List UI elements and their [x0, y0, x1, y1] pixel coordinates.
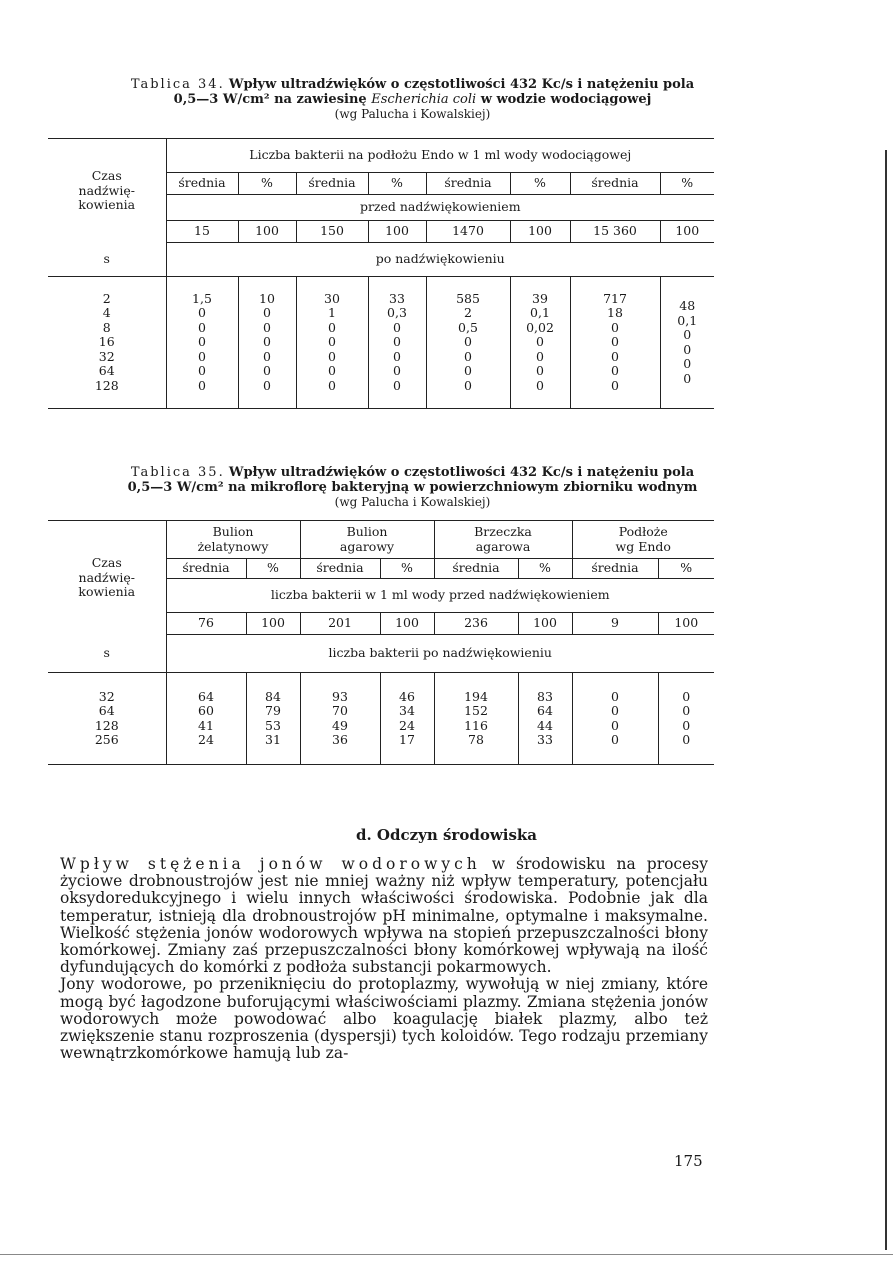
table34-col-label: %: [368, 173, 426, 195]
table35-col-label: %: [518, 559, 572, 579]
table34-times: 2 4 8 16 32 64 128: [48, 277, 166, 409]
table35-times: 32 64 128 256: [48, 673, 166, 765]
table34-data-column: 1,5 0 0 0 0 0 0: [166, 277, 238, 409]
table35-col-label: średnia: [434, 559, 518, 579]
table35-source: (wg Palucha i Kowalskiej): [334, 495, 491, 509]
table34-top-header: Liczba bakterii na podłożu Endo w 1 ml wody wodociągowej: [166, 139, 714, 173]
table34-data-column: 33 0,3 0 0 0 0 0: [368, 277, 426, 409]
table34-col-label: średnia: [570, 173, 660, 195]
table35-data-column: 46 34 24 17: [380, 673, 434, 765]
table35-caption: [60, 465, 765, 510]
page-number: 175: [674, 1152, 703, 1170]
table34-col-label: %: [660, 173, 714, 195]
table35-col-label: %: [380, 559, 434, 579]
section-title: d. Odczyn środowiska: [356, 826, 537, 844]
table35-before-value: 100: [658, 613, 714, 635]
table34-label: Tablica 34.: [130, 77, 225, 92]
table34-before-value: 100: [238, 221, 296, 243]
table34-title-species: Escherichia coli: [371, 92, 477, 107]
table35-title-line2: 0,5—3 W/cm² na mikroflorę bakteryjną w powierzchniowym zbiorniku wodnym: [127, 480, 698, 495]
table35-before-value: 100: [246, 613, 300, 635]
table35-before-value: 100: [380, 613, 434, 635]
table35-data-column: 0 0 0 0: [572, 673, 658, 765]
table34-data-column: 10 0 0 0 0 0 0: [238, 277, 296, 409]
table35-stub-unit: s: [48, 635, 166, 673]
table35-before-value: 9: [572, 613, 658, 635]
table34-col-label: średnia: [426, 173, 510, 195]
table35-col-label: średnia: [166, 559, 246, 579]
table35-stub-header: Czas nadźwię- kowienia: [48, 521, 166, 635]
table35-medium: Bulion żelatynowy: [166, 521, 300, 559]
table35-col-label: %: [658, 559, 714, 579]
table34: [48, 138, 714, 409]
table34-stub-header: Czas nadźwię- kowienia: [48, 139, 166, 243]
table35-col-label: średnia: [572, 559, 658, 579]
table35-data-column: 194 152 116 78: [434, 673, 518, 765]
table35-data-column: 93 70 49 36: [300, 673, 380, 765]
table34-before-value: 100: [368, 221, 426, 243]
table35: [48, 520, 714, 765]
table34-before-value: 15 360: [570, 221, 660, 243]
table34-title-line1: Wpływ ultradźwięków o częstotliwości 432 Kc/s i natężeniu pola: [228, 77, 695, 92]
table35-before-label: liczba bakterii w 1 ml wody przed nadźwiękowieniem: [166, 579, 714, 613]
table35-data-column: 0 0 0 0: [658, 673, 714, 765]
table35-after-label: liczba bakterii po nadźwiękowieniu: [166, 635, 714, 673]
body-text: [60, 856, 708, 1062]
table35-data-column: 64 60 41 24: [166, 673, 246, 765]
table34-col-label: średnia: [296, 173, 368, 195]
table35-medium: Bulion agarowy: [300, 521, 434, 559]
table34-data-column: 585 2 0,5 0 0 0 0: [426, 277, 510, 409]
paragraph: [60, 856, 708, 976]
table34-caption: [60, 77, 765, 122]
table34-before-value: 150: [296, 221, 368, 243]
table35-data-column: 83 64 44 33: [518, 673, 572, 765]
table35-medium: Podłoże wg Endo: [572, 521, 714, 559]
page-edge: [885, 150, 887, 1250]
table34-col-label: %: [510, 173, 570, 195]
table34-data-column: 39 0,1 0,02 0 0 0 0: [510, 277, 570, 409]
table35-before-value: 236: [434, 613, 518, 635]
table34-col-label: %: [238, 173, 296, 195]
scan-edge: [0, 1254, 893, 1255]
table34-before-value: 100: [660, 221, 714, 243]
table35-data-column: 84 79 53 31: [246, 673, 300, 765]
table35-col-label: %: [246, 559, 300, 579]
table34-title-line2c: w wodzie wodociągowej: [476, 92, 652, 107]
table34-stub-unit: s: [48, 243, 166, 277]
table35-before-value: 76: [166, 613, 246, 635]
table34-before-value: 15: [166, 221, 238, 243]
table35-medium: Brzeczka agarowa: [434, 521, 572, 559]
table34-after-label: po nadźwiękowieniu: [166, 243, 714, 277]
table35-before-value: 201: [300, 613, 380, 635]
paragraph: Jony wodorowe, po przeniknięciu do protoplazmy, wywołują w niej zmiany, które mogą być łagodzone buforującymi właściwościami plazmy. Zmiana stężenia jonów wodorowych może powodować albo koagulację białek plazmy, albo też zwiększenie stanu rozproszenia (dyspersji) tych koloidów. Tego rodzaju przemiany wewnątrzkomórkowe hamują lub za-: [60, 975, 708, 1063]
paragraph-lead: Wpływ stężenia jonów wodorowych: [60, 855, 481, 873]
table34-source: (wg Palucha i Kowalskiej): [334, 107, 491, 121]
table34-title-line2a: 0,5—3 W/cm² na zawiesinę: [173, 92, 372, 107]
paragraph-rest: w środowisku na procesy życiowe drobnoustrojów jest nie mniej ważny niż wpływ temperatury, potencjału oksydoredukcyjnego i wielu innych właściwości środowiska. Podobnie jak dla temperatur, istnieją dla drobnoustrojów pH minimalne, optymalne i maksymalne. Wielkość stężenia jonów wodorowych wpływa na stopień przepuszczalności błony komórkowej. Zmiany zaś przepuszczalności błony komórkowej wpływają na ilość dyfundujących do komórki z podłoża substancji pokarmowych.: [60, 855, 708, 977]
table34-data-column: 30 1 0 0 0 0 0: [296, 277, 368, 409]
table35-col-label: średnia: [300, 559, 380, 579]
table34-data-column: 717 18 0 0 0 0 0: [570, 277, 660, 409]
table34-before-value: 100: [510, 221, 570, 243]
table35-title-line1: Wpływ ultradźwięków o częstotliwości 432 Kc/s i natężeniu pola: [228, 465, 695, 480]
table34-data-column: 48 0,1 0 0 0 0: [660, 277, 714, 409]
table34-before-value: 1470: [426, 221, 510, 243]
table35-before-value: 100: [518, 613, 572, 635]
table35-label: Tablica 35.: [130, 465, 225, 480]
table34-before-label: przed nadźwiękowieniem: [166, 195, 714, 221]
table34-col-label: średnia: [166, 173, 238, 195]
